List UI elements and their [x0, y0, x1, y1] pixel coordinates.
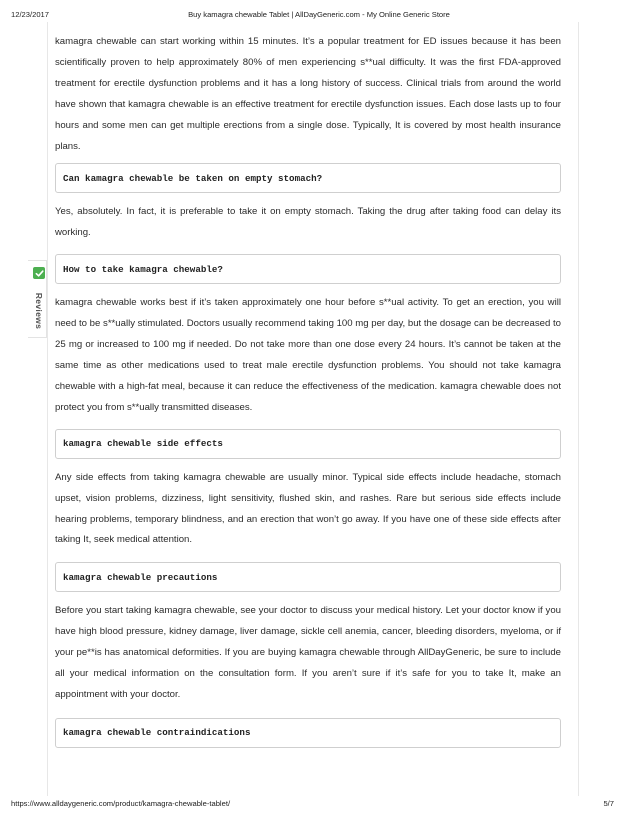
- reviews-tab-label[interactable]: Reviews: [34, 292, 44, 330]
- faq-question-text: kamagra chewable precautions: [63, 571, 218, 583]
- faq-answer-side-effects: Any side effects from taking kamagra chewable are usually minor. Typical side effects include headache, stomach upset, vision problems, dizziness, light sensitivity, flushed skin, and rashes. Rare but serious side effects include hearing problems, temporary blindness, and an erection that won’t go away. If you have one of these side effects after taking It, seek medical attention.: [55, 471, 561, 546]
- faq-answer-precautions: Before you start taking kamagra chewable, see your doctor to discuss your medical history. Let your doctor know if you have high blood pressure, kidney damage, liver damage, sickle cell anemia, cancer, bleeding disorders, myeloma, or if your pe**is has anatomical deformities. If you are buying kamagra chewable through AllDayGeneric, be sure to include all your medical information on the consultation form. If you aren’t sure if it’s safe for you to take It, make an appointment with your doctor.: [55, 605, 561, 700]
- faq-question-precautions: [55, 562, 561, 592]
- faq-answer-empty-stomach: Yes, absolutely. In fact, it is preferable to take it on empty stomach. Taking the drug after taking food can delay its working.: [55, 206, 561, 239]
- faq-question-text: Can kamagra chewable be taken on empty stomach?: [63, 172, 323, 184]
- faq-question-text: kamagra chewable side effects: [63, 438, 223, 450]
- faq-question-side-effects: [55, 429, 561, 459]
- faq-answer-how-to-take: kamagra chewable works best if it’s taken approximately one hour before s**ual activity. To get an erection, you will need to be s**ually stimulated. Doctors usually recommend taking 100 mg per day, but the dosage can be decreased to 25 mg or increased to 100 mg if needed. Do not take more than one dose every 24 hours. It’s cannot be taken at the same time as other medications used to treat male erectile dysfunction problems. You should not take kamagra chewable with a high-fat meal, because it can reduce the effectiveness of the medication. kamagra chewable does not protect you from s**ually transmitted diseases.: [55, 297, 561, 413]
- print-url: https://www.alldaygeneric.com/product/kamagra-chewable-tablet/: [11, 799, 231, 808]
- faq-question-text: kamagra chewable contraindications: [63, 727, 251, 739]
- checkmark-icon: [33, 267, 45, 279]
- print-footer: [0, 799, 638, 811]
- print-page-title: Buy kamagra chewable Tablet | AllDayGeneric.com - My Online Generic Store: [188, 10, 450, 19]
- content-border-right: [578, 22, 579, 796]
- print-header: [0, 10, 638, 22]
- faq-question-text: How to take kamagra chewable?: [63, 263, 223, 275]
- product-faq-content: [55, 32, 561, 748]
- content-border-left: [47, 22, 48, 796]
- print-date: 12/23/2017: [11, 10, 50, 19]
- faq-question-empty-stomach: [55, 163, 561, 193]
- print-page-number: 5/7: [603, 799, 614, 808]
- faq-question-contraindications: [55, 718, 561, 748]
- intro-paragraph: kamagra chewable can start working within 15 minutes. It’s a popular treatment for ED issues because it has been scientifically proven to help approximately 80% of men experiencing s**ual difficulty. It was the first FDA-approved treatment for erectile dysfunction problems and it has a long history of success. Clinical trials from around the world have shown that kamagra chewable is an effective treatment for erectile dysfunction issues. Each dose lasts up to four hours and some men can get multiple erections from a single dose. Typically, It is covered by most health insurance plans.: [55, 36, 561, 152]
- faq-question-how-to-take: [55, 254, 561, 284]
